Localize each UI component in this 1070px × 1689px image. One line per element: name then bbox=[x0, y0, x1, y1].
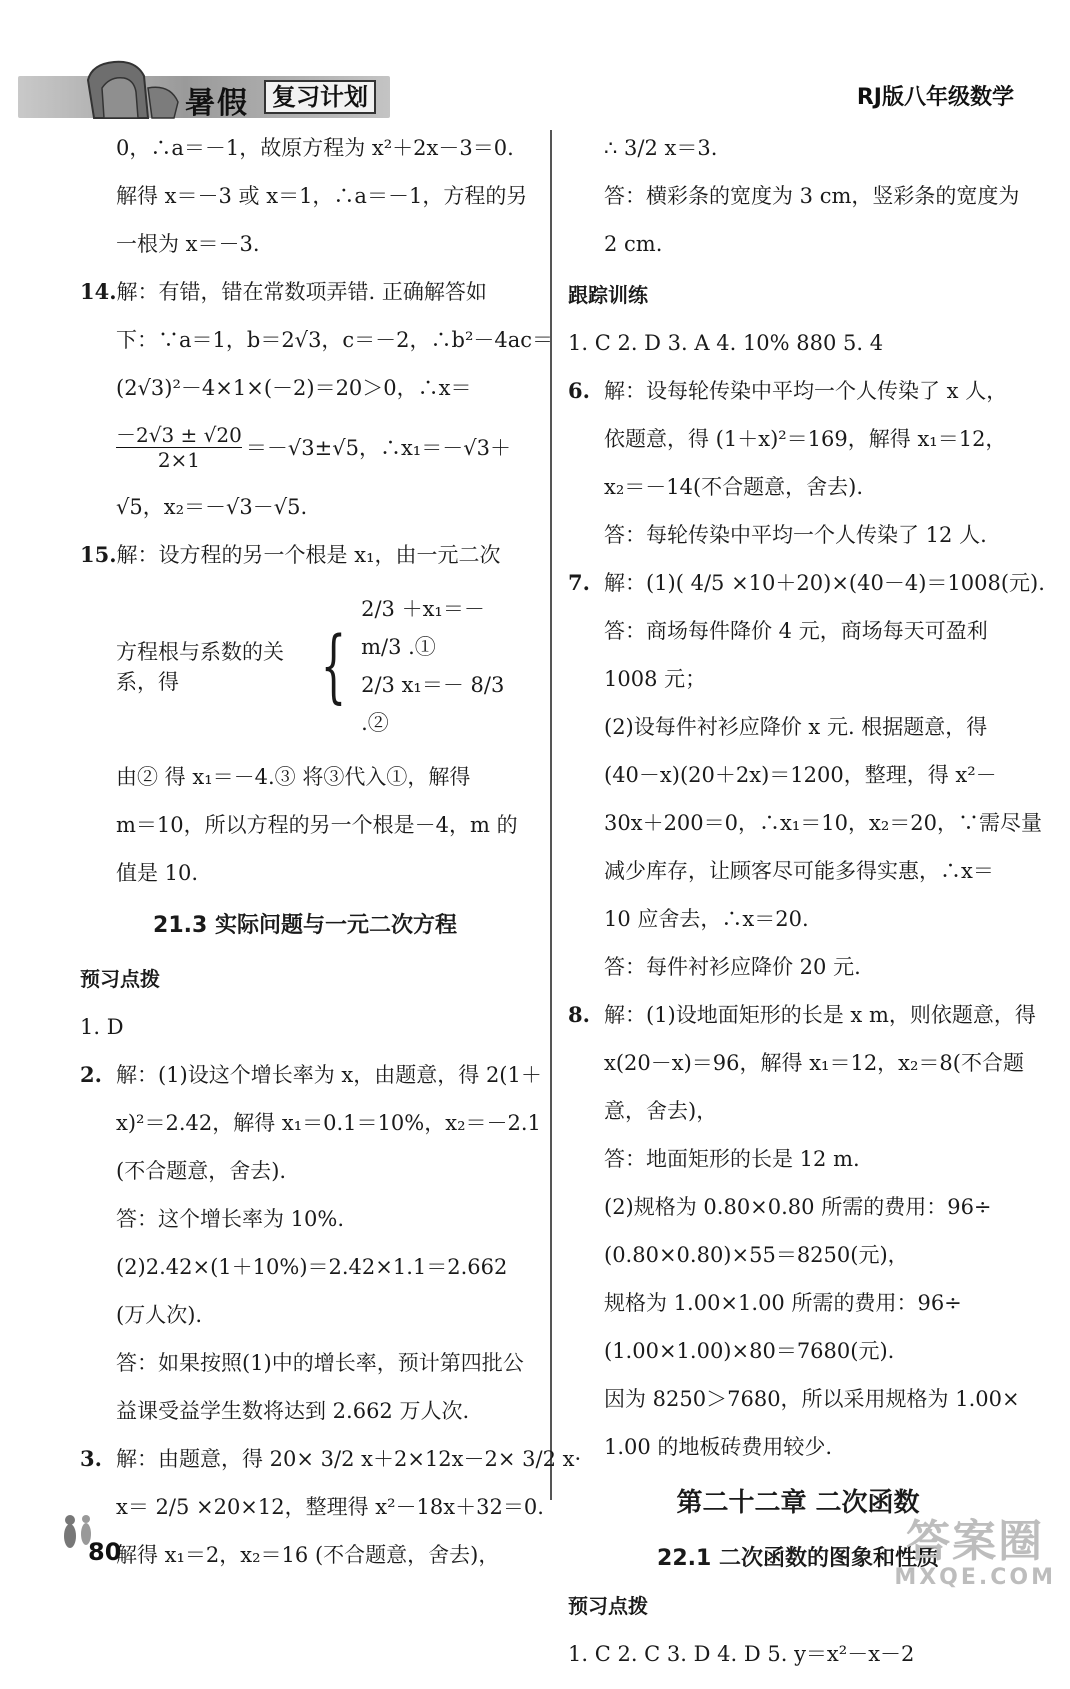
question-6 bbox=[568, 378, 1028, 404]
backpack-icon bbox=[74, 58, 186, 120]
text-line: 解：(1)( 4/5 ×10＋20)×(40－4)＝1008(元). bbox=[604, 571, 1045, 595]
right-column bbox=[568, 135, 1045, 1689]
question-14 bbox=[80, 279, 530, 305]
text-line: 2 cm. bbox=[604, 232, 663, 256]
text-line: 答：地面矩形的长是 12 m. bbox=[604, 1147, 860, 1171]
text-line: 解得 x＝－3 或 x＝1，∴a＝－1，方程的另 bbox=[116, 184, 528, 208]
text-line: x)²＝2.42，解得 x₁＝0.1＝10%，x₂＝－2.1 bbox=[116, 1111, 541, 1135]
answer-1: 1. D bbox=[80, 1015, 124, 1039]
text-line: (2√3)²－4×1×(－2)＝20＞0，∴x＝ bbox=[116, 376, 472, 400]
text-line: 答：每件衬衫应降价 20 元. bbox=[604, 955, 861, 979]
text-line: 答：这个增长率为 10%. bbox=[116, 1207, 345, 1231]
text-line: x＝ 2/5 ×20×12，整理得 x²－18x＋32＝0. bbox=[116, 1495, 544, 1519]
equation-1: 2/3 ＋x₁＝－ m/3 .① bbox=[361, 597, 485, 659]
text-line: 规格为 1.00×1.00 所需的费用：96÷ bbox=[604, 1291, 962, 1315]
text-line: 解：设每轮传染中平均一个人传染了 x 人， bbox=[604, 379, 1008, 403]
question-8 bbox=[568, 1002, 1036, 1028]
text-line: (2)规格为 0.80×0.80 所需的费用：96÷ bbox=[604, 1195, 992, 1219]
question-3 bbox=[80, 1446, 582, 1472]
section-title: 21.3 实际问题与一元二次方程 bbox=[153, 913, 457, 938]
question-7 bbox=[568, 570, 1045, 596]
text-line: √5，x₂＝－√3－√5. bbox=[116, 495, 308, 519]
section-title: 22.1 二次函数的图象和性质 bbox=[657, 1546, 939, 1571]
question-number: 7. bbox=[568, 570, 590, 595]
text-line: 由② 得 x₁＝－4.③ 将③代入①，解得 bbox=[116, 765, 471, 789]
fraction-numerator: －2√3 ± √20 bbox=[116, 423, 242, 447]
question-number: 6. bbox=[568, 378, 590, 403]
text-line: (40－x)(20＋2x)＝1200，整理，得 x²－ bbox=[604, 763, 997, 787]
text-line: 解：设方程的另一个根是 x₁，由一元二次 bbox=[116, 543, 501, 567]
text-line: 30x＋200＝0，∴x₁＝10，x₂＝20，∵需尽量 bbox=[604, 811, 1042, 835]
question-15 bbox=[80, 542, 530, 568]
text-line: 解：有错，错在常数项弄错. 正确解答如 bbox=[116, 280, 487, 304]
text-line: 解：由题意，得 20× 3/2 x＋2×12x－2× 3/2 x· bbox=[116, 1447, 582, 1471]
fraction bbox=[116, 423, 242, 472]
text-line: x(20－x)＝96，解得 x₁＝12，x₂＝8(不合题 bbox=[604, 1051, 1024, 1075]
answers-row: 1. C 2. D 3. A 4. 10% 880 5. 4 bbox=[568, 331, 884, 355]
text-line: (万人次). bbox=[116, 1303, 203, 1327]
question-number: 3. bbox=[80, 1446, 102, 1471]
equation-2: 2/3 x₁＝－ 8/3 .② bbox=[361, 673, 505, 735]
text-line: 值是 10. bbox=[116, 861, 199, 885]
text-line: 答：横彩条的宽度为 3 cm，竖彩条的宽度为 bbox=[604, 184, 1020, 208]
banner-subtitle: 复习计划 bbox=[264, 80, 376, 114]
question-2 bbox=[80, 1062, 542, 1088]
text-line: 答：每轮传染中平均一个人传染了 12 人. bbox=[604, 523, 987, 547]
text-line: m＝10，所以方程的另一个根是－4，m 的 bbox=[116, 813, 518, 837]
sub-heading: 预习点拨 bbox=[568, 1594, 648, 1618]
answers-row: 1. C 2. C 3. D 4. D 5. y＝x²－x－2 bbox=[568, 1642, 915, 1666]
text-line: 依题意，得 (1＋x)²＝169，解得 x₁＝12， bbox=[604, 427, 1007, 451]
text-line: 意，舍去)， bbox=[604, 1099, 718, 1123]
text-line: (不合题意，舍去). bbox=[116, 1159, 287, 1183]
question-number: 2. bbox=[80, 1062, 102, 1087]
text-line: 因为 8250＞7680，所以采用规格为 1.00× bbox=[604, 1387, 1020, 1411]
text-line: 1.00 的地板砖费用较少. bbox=[604, 1435, 833, 1459]
text-line: (0.80×0.80)×55＝8250(元)， bbox=[604, 1243, 909, 1267]
question-number: 14. bbox=[80, 279, 117, 304]
sub-heading: 预习点拨 bbox=[80, 967, 160, 991]
question-number: 15. bbox=[80, 542, 117, 567]
brace-label: 方程根与系数的关系，得 bbox=[116, 640, 284, 694]
text-line: 10 应舍去，∴x＝20. bbox=[604, 907, 809, 931]
equation-rows bbox=[361, 590, 530, 742]
text-line: ∴ 3/2 x＝3. bbox=[604, 136, 718, 160]
fraction-denominator: 2×1 bbox=[116, 447, 242, 472]
chapter-title: 第二十二章 二次函数 bbox=[676, 1488, 920, 1518]
watermark bbox=[894, 1505, 1056, 1590]
text-line: 益课受益学生数将达到 2.662 万人次. bbox=[116, 1399, 470, 1423]
watermark-url: MXQE.COM bbox=[894, 1565, 1056, 1590]
page-header bbox=[0, 0, 1070, 130]
text-line: 答：如果按照(1)中的增长率，预计第四批公 bbox=[116, 1351, 524, 1375]
text-line: (2)2.42×(1＋10%)＝2.42×1.1＝2.662 bbox=[116, 1255, 508, 1279]
text-line: 1008 元； bbox=[604, 667, 707, 691]
text-line: (2)设每件衬衫应降价 x 元. 根据题意，得 bbox=[604, 715, 988, 739]
watermark-text: 答案圈 bbox=[906, 1516, 1045, 1567]
text-line: 0，∴a＝－1，故原方程为 x²＋2x－3＝0. bbox=[116, 136, 514, 160]
page-number-badge bbox=[60, 1510, 150, 1570]
text-line: x₂＝－14(不合题意，舍去). bbox=[604, 475, 864, 499]
text-line: 一根为 x＝－3. bbox=[116, 232, 260, 256]
edition-label: RJ版八年级数学 bbox=[856, 85, 1014, 110]
text-line: 解：(1)设这个增长率为 x，由题意，得 2(1＋ bbox=[116, 1063, 542, 1087]
text-line: 解得 x₁＝2，x₂＝16 (不合题意，舍去)， bbox=[116, 1543, 500, 1567]
question-number: 8. bbox=[568, 1002, 590, 1027]
banner-title: 暑假 bbox=[185, 86, 249, 121]
text-line: 答：商场每件降价 4 元，商场每天可盈利 bbox=[604, 619, 988, 643]
brace-symbol: { bbox=[320, 619, 347, 712]
text-line: (1.00×1.00)×80＝7680(元). bbox=[604, 1339, 895, 1363]
left-column bbox=[80, 135, 582, 1590]
text-line: 减少库存，让顾客尽可能多得实惠，∴x＝ bbox=[604, 859, 994, 883]
text-line: ＝－√3±√5，∴x₁＝－√3＋ bbox=[245, 435, 511, 460]
equation-system bbox=[80, 590, 530, 742]
sub-heading: 跟踪训练 bbox=[568, 283, 648, 307]
fraction-line bbox=[80, 423, 530, 472]
page-number: 80 bbox=[88, 1538, 122, 1566]
text-line: 解：(1)设地面矩形的长是 x m，则依题意，得 bbox=[604, 1003, 1036, 1027]
text-line: 下：∵a＝1，b＝2√3，c＝－2，∴b²－4ac＝ bbox=[116, 328, 554, 352]
